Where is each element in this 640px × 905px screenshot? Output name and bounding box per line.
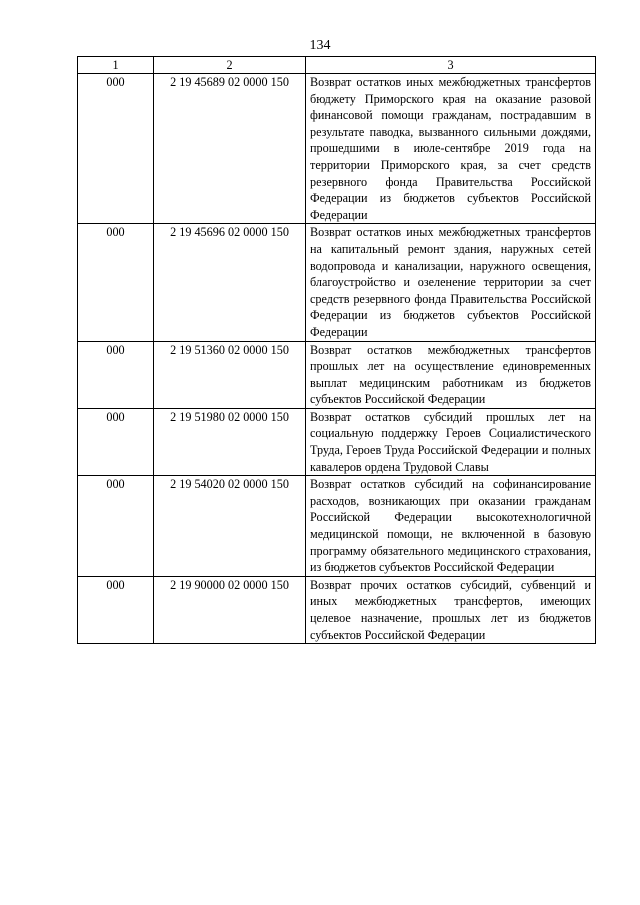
column-header-3: 3 xyxy=(306,57,596,74)
kbk-code-cell: 2 19 90000 02 0000 150 xyxy=(154,576,306,643)
kbk-code-cell: 2 19 51980 02 0000 150 xyxy=(154,408,306,475)
description-cell: Возврат остатков межбюджетных трансфертов прошлых лет на осуществление единовременных выплат медицинским работникам из бюджетов субъектов Российской Федерации xyxy=(306,341,596,408)
table-row xyxy=(78,576,596,643)
kbk-code-cell: 2 19 51360 02 0000 150 xyxy=(154,341,306,408)
admin-code-cell: 000 xyxy=(78,224,154,341)
table-row xyxy=(78,341,596,408)
admin-code-cell: 000 xyxy=(78,341,154,408)
column-header-2: 2 xyxy=(154,57,306,74)
admin-code-cell: 000 xyxy=(78,476,154,577)
admin-code-cell: 000 xyxy=(78,408,154,475)
table-header-row xyxy=(78,57,596,74)
table-row xyxy=(78,476,596,577)
description-cell: Возврат прочих остатков субсидий, субвенций и иных межбюджетных трансфертов, имеющих целевое назначение, прошлых лет из бюджетов субъектов Российской Федерации xyxy=(306,576,596,643)
kbk-code-cell: 2 19 45696 02 0000 150 xyxy=(154,224,306,341)
description-cell: Возврат остатков субсидий прошлых лет на социальную поддержку Героев Социалистического Труда, Героев Труда Российской Федерации и полных кавалеров ордена Трудовой Славы xyxy=(306,408,596,475)
description-cell: Возврат остатков иных межбюджетных трансфертов бюджету Приморского края на оказание разовой финансовой помощи гражданам, пострадавшим в результате паводка, вызванного сильными дождями, прошедшими в июле-сентябре 2019 года на территории Приморского края, за счет средств резервного фонда Правительства Российской Федерации из бюджетов субъектов Российской Федерации xyxy=(306,74,596,224)
table-row xyxy=(78,224,596,341)
kbk-code-cell: 2 19 45689 02 0000 150 xyxy=(154,74,306,224)
kbk-code-cell: 2 19 54020 02 0000 150 xyxy=(154,476,306,577)
admin-code-cell: 000 xyxy=(78,576,154,643)
table-row xyxy=(78,74,596,224)
page-number: 134 xyxy=(309,38,331,53)
column-header-1: 1 xyxy=(78,57,154,74)
description-cell: Возврат остатков субсидий на софинансирование расходов, возникающих при оказании гражданам Российской Федерации высокотехнологичной медицинской помощи, не включенной в базовую программу обязательного медицинского страхования, из бюджетов субъектов Российской Федерации xyxy=(306,476,596,577)
description-cell: Возврат остатков иных межбюджетных трансфертов на капитальный ремонт здания, наружных сетей водопровода и канализации, наружного освещения, благоустройство и озеленение территории за счет средств резервного фонда Правительства Российской Федерации из бюджетов субъектов Российской Федерации xyxy=(306,224,596,341)
budget-classification-table xyxy=(77,56,596,644)
admin-code-cell: 000 xyxy=(78,74,154,224)
table-row xyxy=(78,408,596,475)
